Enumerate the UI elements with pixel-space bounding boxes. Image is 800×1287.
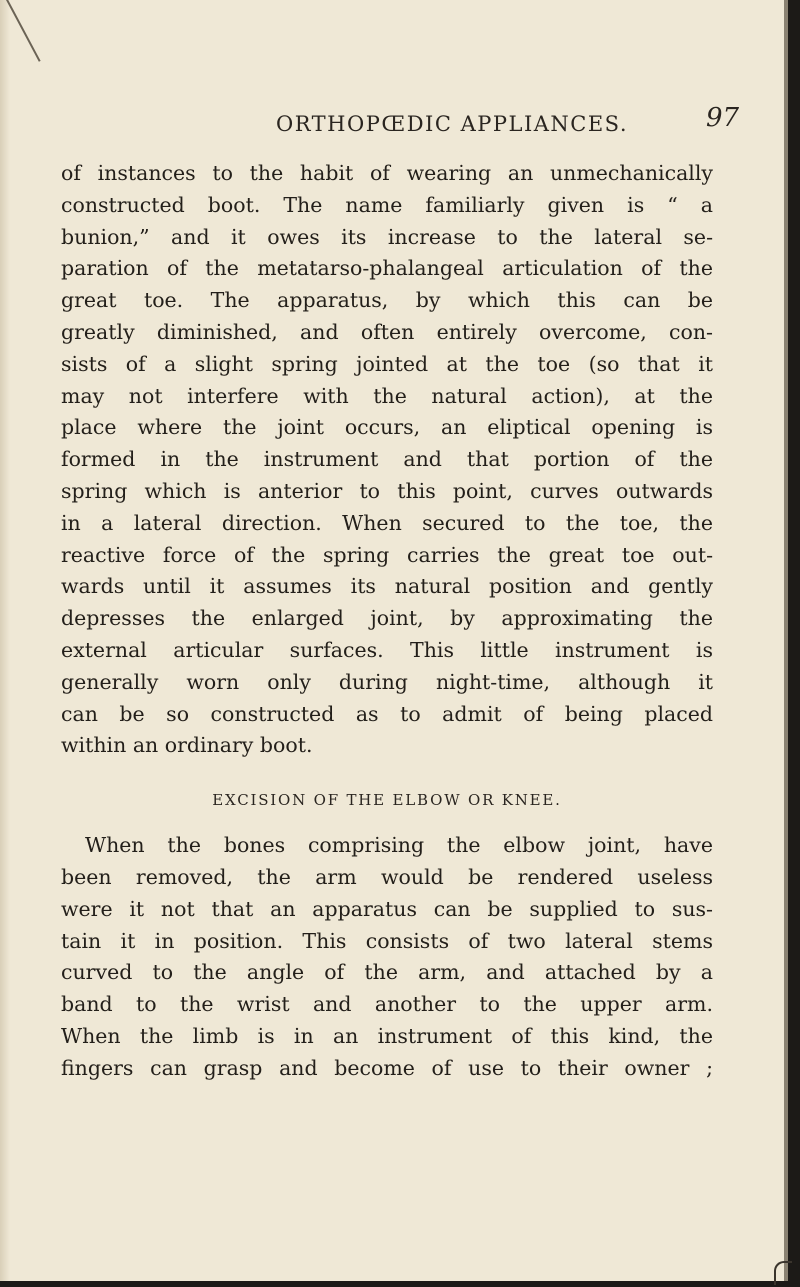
page-right-edge xyxy=(788,0,800,1287)
text-line: When the limb is in an instrument of this kind, the xyxy=(61,1023,713,1048)
text-line: greatly diminished, and often entirely overcome, con- xyxy=(61,319,713,344)
text-line: bunion,” and it owes its increase to the lateral se- xyxy=(61,224,713,249)
text-line: When the bones comprising the elbow joint, have xyxy=(85,833,713,858)
page-header xyxy=(0,103,800,143)
text-line: generally worn only during night-time, although it xyxy=(61,669,713,694)
page-left-edge xyxy=(0,0,10,1287)
page-curl-icon xyxy=(774,1261,792,1285)
text-line: fingers can grasp and become of use to their owner ; xyxy=(61,1055,713,1080)
paragraph-bunion xyxy=(61,158,713,762)
page-bottom-edge xyxy=(0,1281,800,1287)
text-line: reactive force of the spring carries the great toe out- xyxy=(61,542,713,567)
text-line: band to the wrist and another to the upper arm. xyxy=(61,992,713,1017)
text-line: within an ordinary boot. xyxy=(61,733,313,758)
text-line: external articular surfaces. This little instrument is xyxy=(61,637,713,662)
text-line: formed in the instrument and that portion of the xyxy=(61,447,713,472)
body-text xyxy=(61,158,713,1085)
text-line: of instances to the habit of wearing an unmechanically xyxy=(61,161,713,185)
page-number: 97 xyxy=(706,103,740,133)
text-line: place where the joint occurs, an eliptical opening is xyxy=(61,415,713,440)
text-line: spring which is anterior to this point, curves outwards xyxy=(61,478,713,503)
section-heading: EXCISION OF THE ELBOW OR KNEE. xyxy=(212,791,562,810)
text-line: can be so constructed as to admit of being placed xyxy=(61,701,713,726)
text-line: paration of the metatarso-phalangeal articulation of the xyxy=(61,256,713,281)
text-line: sists of a slight spring jointed at the toe (so that it xyxy=(61,351,713,376)
text-line: curved to the angle of the arm, and attached by a xyxy=(61,960,713,985)
text-line: were it not that an apparatus can be supplied to sus- xyxy=(61,896,713,921)
text-line: in a lateral direction. When secured to the toe, the xyxy=(61,510,713,535)
page-fold-line xyxy=(6,0,41,62)
text-line: great toe. The apparatus, by which this can be xyxy=(61,288,713,313)
text-line: wards until it assumes its natural position and gently xyxy=(61,574,713,599)
paragraph-elbow-excision xyxy=(61,830,713,1084)
text-line: been removed, the arm would be rendered useless xyxy=(61,864,713,889)
running-head: ORTHOPŒDIC APPLIANCES. xyxy=(276,112,628,136)
text-line: may not interfere with the natural action), at the xyxy=(61,383,713,408)
text-line: depresses the enlarged joint, by approximating the xyxy=(61,606,713,631)
text-line: constructed boot. The name familiarly given is “ a xyxy=(61,192,713,217)
text-line: tain it in position. This consists of two lateral stems xyxy=(61,928,713,953)
